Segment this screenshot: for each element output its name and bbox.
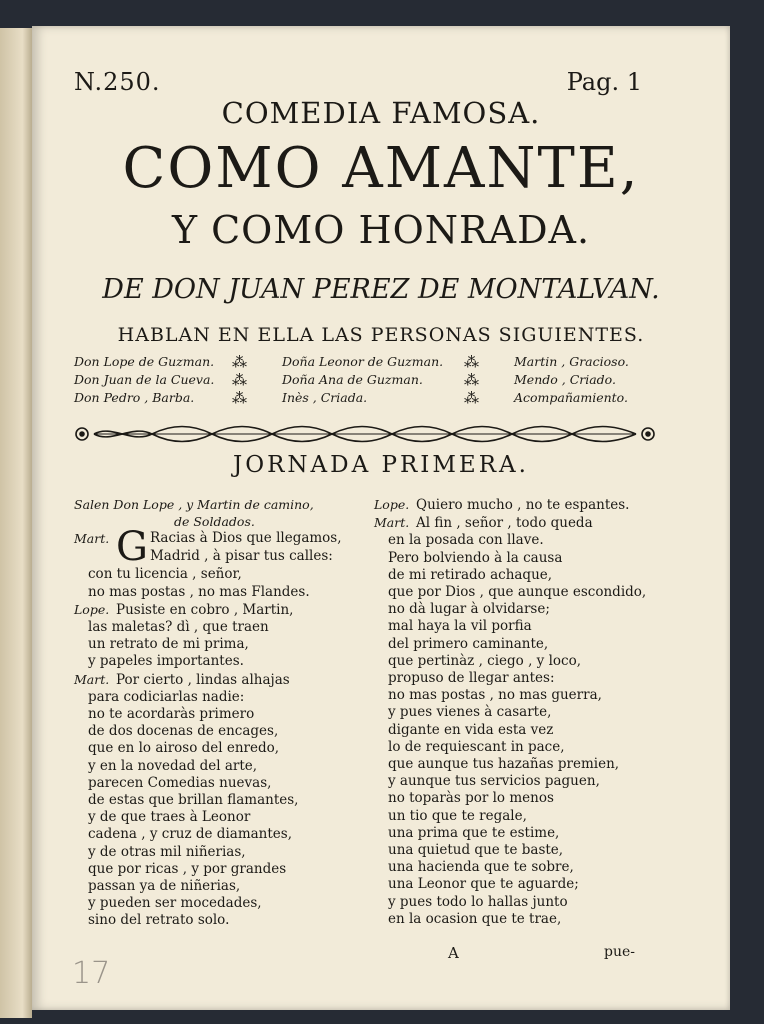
verse-line: una Leonor que te aguarde; [388, 876, 579, 893]
verse-line: Quiero mucho , no te espantes. [416, 497, 630, 513]
verse-row [374, 825, 646, 842]
verse-line: de mi retirado achaque, [388, 566, 553, 583]
verse-line: una hacienda que te sobre, [388, 859, 574, 876]
facing-page-edge [0, 28, 32, 1018]
verse-row [374, 567, 646, 584]
verse-row [374, 687, 646, 704]
cast-name: Doña Leonor de Guzman. [282, 354, 444, 369]
verse-line: Al fin , señor , todo queda [416, 515, 593, 532]
dramatis-personae-heading: HABLAN EN ELLA LAS PERSONAS SIGUIENTES. [117, 324, 645, 346]
verse-line: mal haya la vil porfia [388, 618, 532, 635]
verse-line: y de otras mil niñerias, [88, 843, 246, 860]
speaker-label: Mart. [74, 531, 110, 547]
page-number: Pag. 1 [566, 68, 642, 96]
asterism-icon: ⁂ [232, 389, 244, 407]
verse-row [374, 773, 646, 790]
verse-row [374, 670, 646, 687]
comedia-number: N.250. [74, 68, 161, 96]
verse-row [74, 566, 314, 583]
verse-line: propuso de llegar antes: [388, 670, 555, 687]
verse-line: que en lo airoso del enredo, [88, 740, 280, 757]
verse-row [74, 861, 314, 878]
verse-line: lo de requiescant in pace, [388, 738, 565, 755]
speaker-label: Lope. [74, 601, 110, 617]
verse-line: y pueden ser mocedades, [88, 895, 262, 912]
verse-line: digante en vida esta vez [388, 721, 554, 738]
verse-row [374, 756, 646, 773]
stage-direction: Salen Don Lope , y Martin de camino, [74, 497, 314, 512]
cast-name: Inès , Criada. [282, 390, 368, 405]
asterism-icon: ⁂ [464, 371, 476, 389]
cast-name: Mendo , Criado. [514, 372, 616, 387]
verse-row [374, 636, 646, 653]
verse-row [374, 790, 646, 807]
verse-line: Madrid , à pisar tus calles: [149, 547, 333, 564]
verse-line: no mas postas , no mas Flandes. [88, 583, 310, 600]
text-column-right [374, 496, 646, 928]
verse-line: para codiciarlas nadie: [88, 688, 245, 705]
verse-row [74, 706, 314, 723]
verse-line: Pusiste en cobro , Martin, [116, 601, 294, 618]
speaker-label: Mart. [74, 671, 110, 687]
cast-name: Martin , Gracioso. [514, 354, 629, 369]
cast-name: Don Juan de la Cueva. [74, 372, 215, 387]
asterism-icon: ⁂ [464, 353, 476, 371]
verse-line: de estas que brillan flamantes, [88, 792, 299, 809]
verse-row [374, 876, 646, 893]
verse-line: Pero bolviendo à la causa [388, 549, 563, 566]
speaker-label: Mart. [374, 515, 410, 531]
verse-row [74, 601, 314, 619]
verse-row [374, 842, 646, 859]
verse-row [74, 826, 314, 843]
verse-row [74, 636, 314, 653]
verse-row [374, 550, 646, 567]
verse-line: las maletas? dì , que traen [88, 619, 269, 636]
verse-line: Racias à Dios que llegamos, [149, 530, 342, 547]
verse-row [74, 653, 314, 670]
verse-line: una quietud que te baste, [388, 842, 564, 859]
verse-row [74, 671, 314, 689]
verse-row [374, 894, 646, 911]
verse-line: en la ocasion que te trae, [388, 910, 562, 927]
verse-row [374, 618, 646, 635]
ornament-band-icon [72, 422, 658, 446]
cast-name: Don Lope de Guzman. [74, 354, 215, 369]
verse-line: de dos docenas de encages, [88, 723, 279, 740]
verse-row [374, 722, 646, 739]
verse-line: un retrato de mi prima, [88, 636, 249, 653]
verse-row [74, 895, 314, 912]
verse-row [74, 740, 314, 757]
verse-row [374, 859, 646, 876]
verse-line: un tio que te regale, [388, 807, 527, 824]
verse-line: no dà lugar à olvidarse; [388, 601, 550, 618]
verse-line: no toparàs por lo menos [388, 790, 554, 807]
verse-row [74, 723, 314, 740]
verse-row [74, 619, 314, 636]
verse-line: y pues todo lo hallas junto [388, 893, 568, 910]
verse-row [74, 844, 314, 861]
verse-row [374, 704, 646, 721]
text-column-left [74, 496, 342, 930]
verse-row [374, 911, 646, 928]
speaker-label: Lope. [374, 497, 410, 512]
verse-row [374, 808, 646, 825]
verse-line: y pues vienes à casarte, [388, 704, 552, 721]
verse-line: del primero caminante, [388, 635, 549, 652]
verse-row [74, 689, 314, 706]
asterism-icon: ⁂ [464, 389, 476, 407]
cast-name: Don Pedro , Barba. [74, 390, 195, 405]
verse-line: que aunque tus hazañas premien, [388, 756, 620, 773]
verse-row [74, 809, 314, 826]
verse-row [374, 653, 646, 670]
verse-row [374, 601, 646, 618]
verse-line: que por Dios , que aunque escondido, [388, 584, 647, 601]
verse-row [74, 878, 314, 895]
verse-row [374, 532, 646, 549]
verse-row [374, 496, 646, 514]
verse-line: passan ya de niñerias, [88, 878, 241, 895]
pencil-annotation: 17 [72, 956, 111, 991]
asterism-icon: ⁂ [232, 353, 244, 371]
verse-row [374, 739, 646, 756]
act-heading: JORNADA PRIMERA. [233, 452, 529, 478]
verse-line: con tu licencia , señor, [88, 566, 242, 583]
verse-line: y aunque tus servicios paguen, [388, 773, 600, 790]
verse-line: y de que traes à Leonor [88, 809, 251, 826]
cast-name: Doña Ana de Guzman. [282, 372, 423, 387]
catchword: pue- [604, 944, 635, 960]
verse-row [74, 912, 314, 929]
title-comedia-famosa: COMEDIA FAMOSA. [221, 96, 541, 130]
verse-line: una prima que te estime, [388, 824, 560, 841]
verse-line: sino del retrato solo. [88, 912, 230, 929]
asterism-icon: ⁂ [232, 371, 244, 389]
verse-row [74, 792, 314, 809]
verse-line: no te acordaràs primero [88, 706, 255, 723]
verse-line: y papeles importantes. [88, 653, 244, 670]
verse-line: que pertinàz , ciego , y loco, [388, 652, 582, 669]
verse-line: Por cierto , lindas alhajas [116, 671, 290, 688]
verse-line: parecen Comedias nuevas, [88, 774, 272, 791]
verse-line: que por ricas , y por grandes [88, 860, 287, 877]
book-page [32, 26, 730, 1010]
title-como-amante: COMO AMANTE, [122, 136, 640, 201]
drop-cap: G [116, 524, 148, 571]
verse-line: cadena , y cruz de diamantes, [88, 826, 292, 843]
author-line: DE DON JUAN PEREZ DE MONTALVAN. [102, 274, 660, 305]
stage-direction: de Soldados. [174, 514, 255, 530]
verse-row [74, 758, 314, 775]
verse-row [74, 775, 314, 792]
signature-mark: A [448, 944, 459, 962]
verse-line: y en la novedad del arte, [88, 757, 258, 774]
cast-name: Acompañamiento. [514, 390, 628, 405]
verse-row [374, 514, 646, 532]
verse-row [374, 584, 646, 601]
verse-line: en la posada con llave. [388, 532, 544, 549]
title-como-honrada: Y COMO HONRADA. [171, 208, 591, 252]
verse-line: no mas postas , no mas guerra, [388, 687, 602, 704]
verse-row [74, 584, 314, 601]
